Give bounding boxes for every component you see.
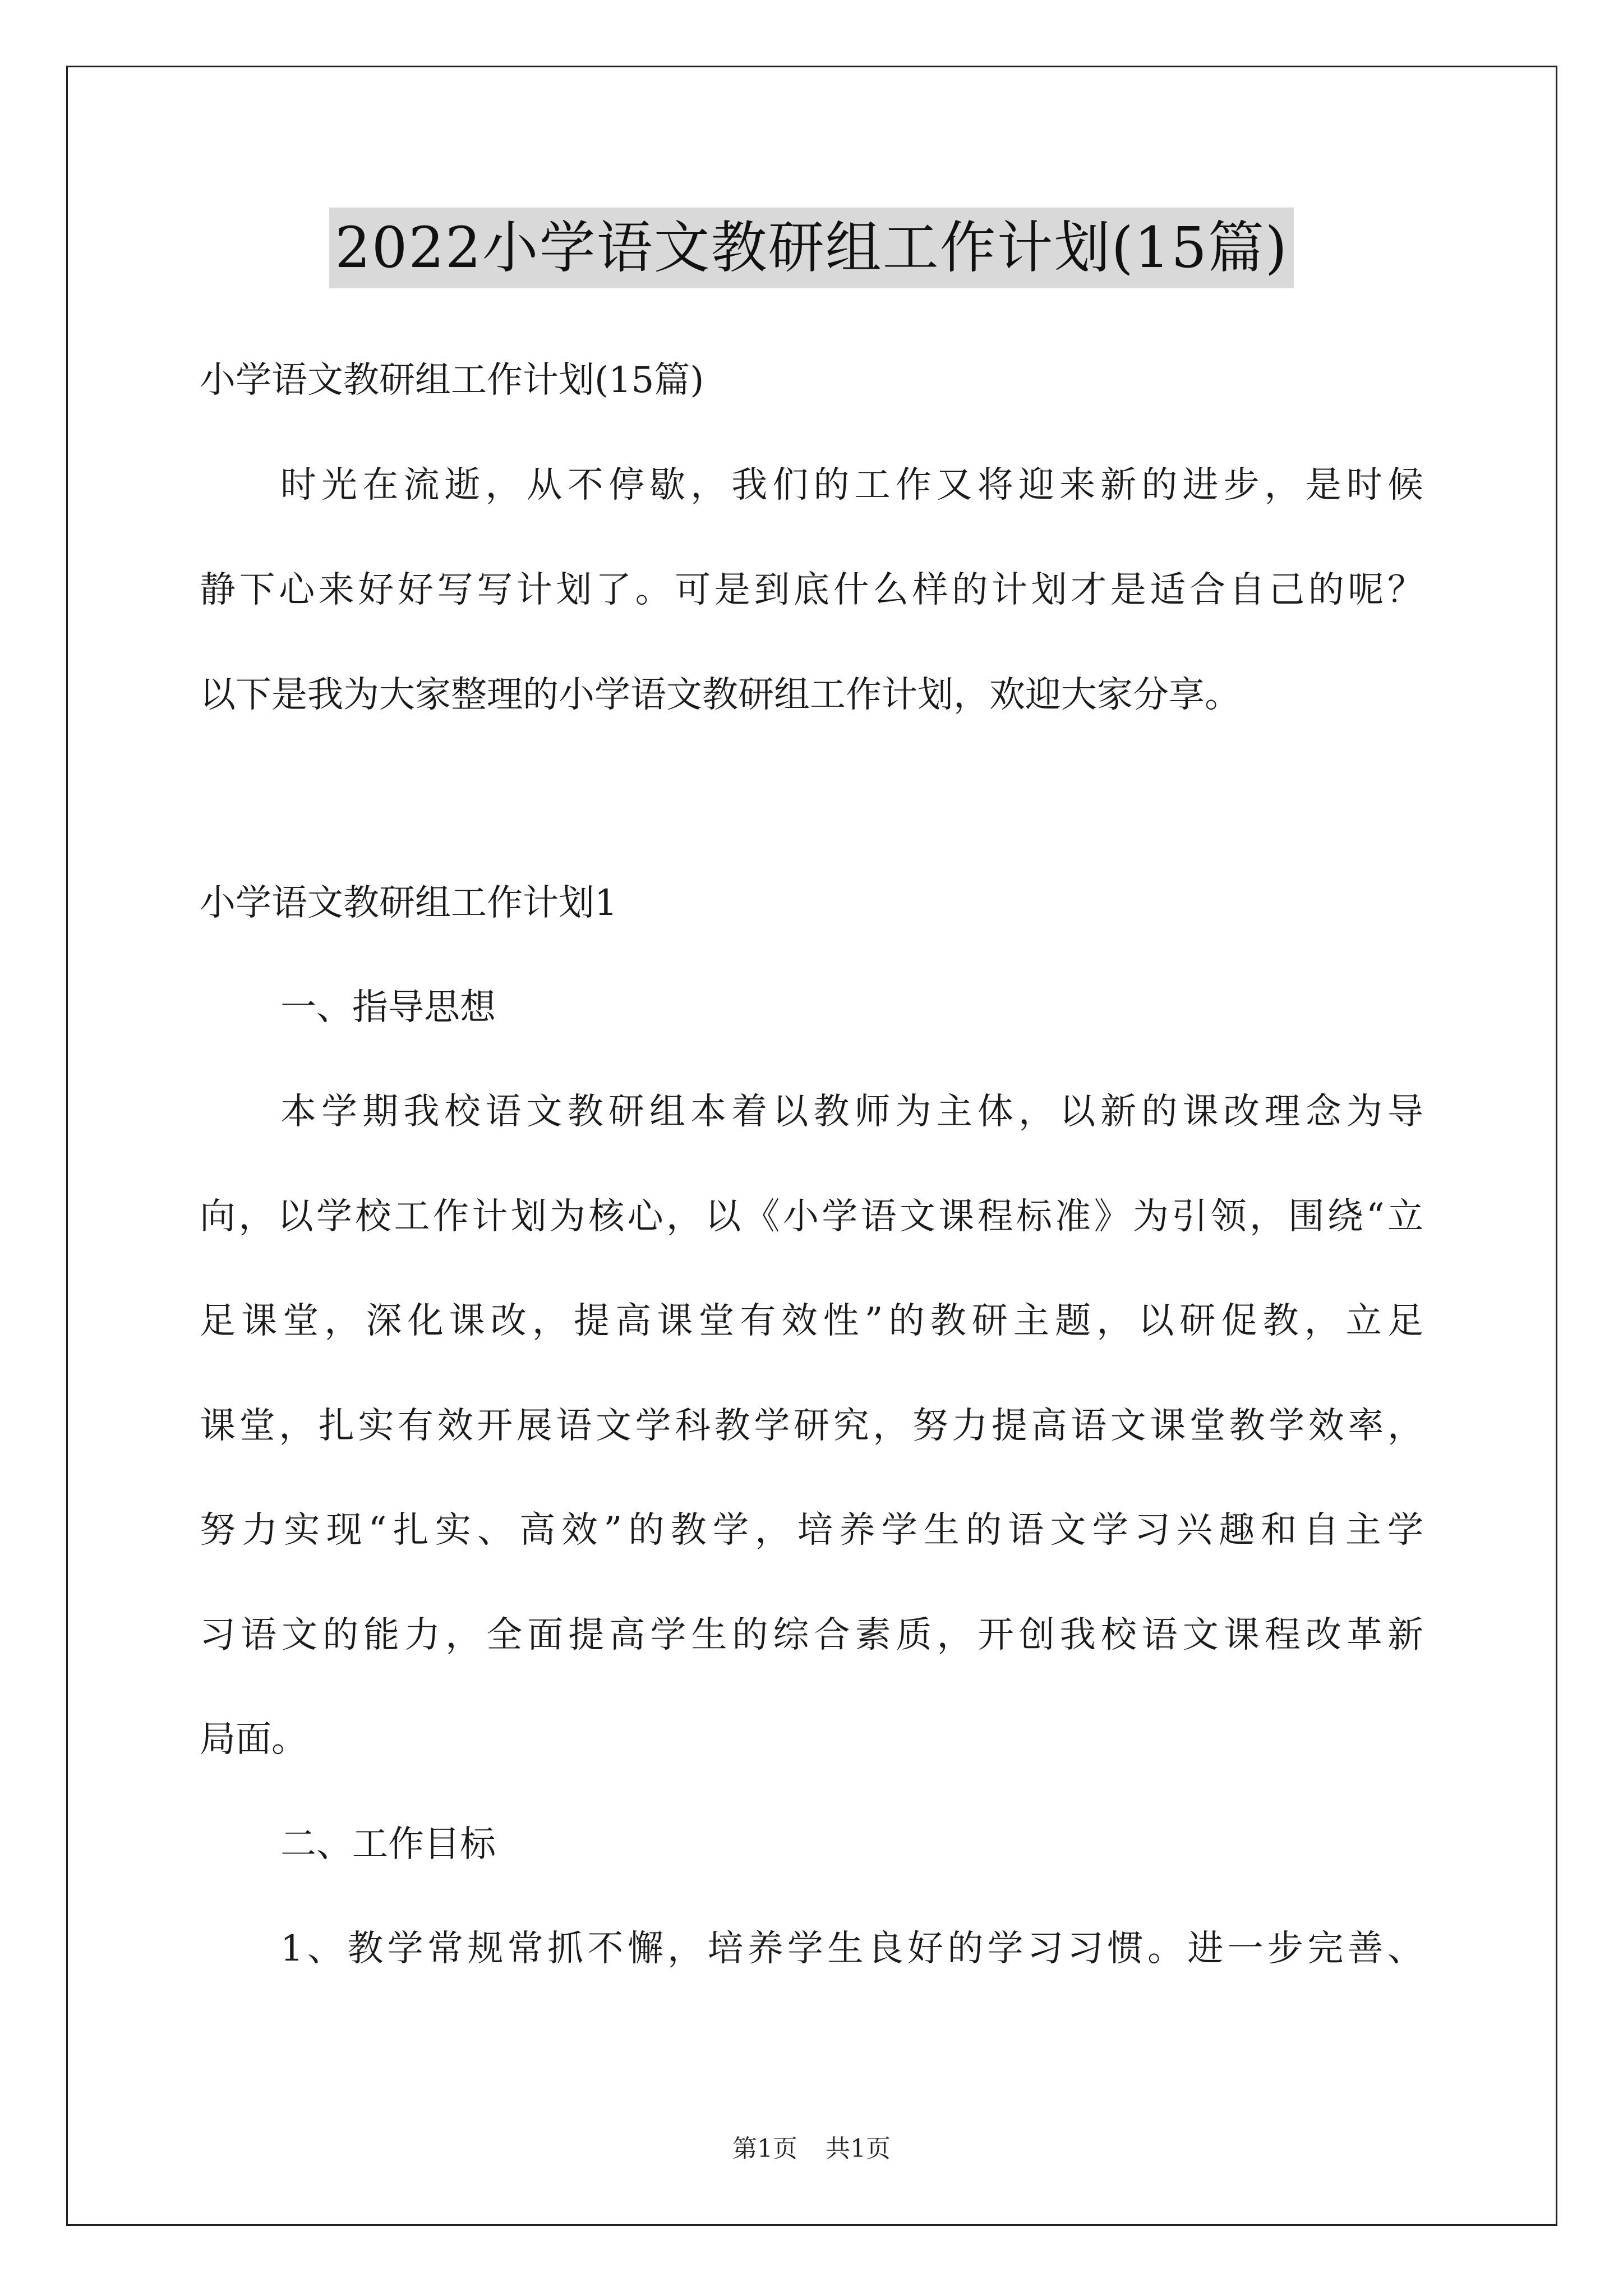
page-total: 共1页 [826,2134,891,2163]
para-1-line-4: 课堂，扎实有效开展语文学科教学研究，努力提高语文课堂教学效率， [200,1405,1423,1447]
para-1-line-7: 局面。 [200,1719,307,1760]
para-1-line-1: 本学期我校语文教研组本着以教师为主体，以新的课改理念为导 [280,1091,1423,1133]
para-1-line-3: 足课堂，深化课改，提高课堂有效性”的教研主题，以研促教，立足 [200,1300,1423,1342]
heading-guiding-thought: 一、指导思想 [280,987,496,1028]
intro-line-2: 静下心来好好写写计划了。可是到底什么样的计划才是适合自己的呢？ [200,569,1423,611]
intro-line-3: 以下是我为大家整理的小学语文教研组工作计划，欢迎大家分享。 [200,674,1241,716]
heading-work-goals: 二、工作目标 [280,1824,496,1865]
title-container [0,208,1623,288]
para-1-line-6: 习语文的能力，全面提高学生的综合素质，开创我校语文课程改革新 [200,1614,1423,1656]
para-1-line-2: 向，以学校工作计划为核心，以《小学语文课程标准》为引领，围绕“立 [200,1196,1423,1237]
document-title: 2022小学语文教研组工作计划(15篇) [329,208,1294,288]
page-footer [0,2133,1623,2165]
page-number: 第1页 [732,2134,797,2163]
document-subtitle: 小学语文教研组工作计划(15篇) [200,360,704,401]
intro-line-1: 时光在流逝，从不停歇，我们的工作又将迎来新的进步，是时候 [280,464,1423,506]
section-title: 小学语文教研组工作计划1 [200,882,617,924]
para-2-line-1: 1、教学常规常抓不懈，培养学生良好的学习习惯。进一步完善、 [280,1928,1423,1970]
para-1-line-5: 努力实现“扎实、高效”的教学，培养学生的语文学习兴趣和自主学 [200,1510,1423,1551]
